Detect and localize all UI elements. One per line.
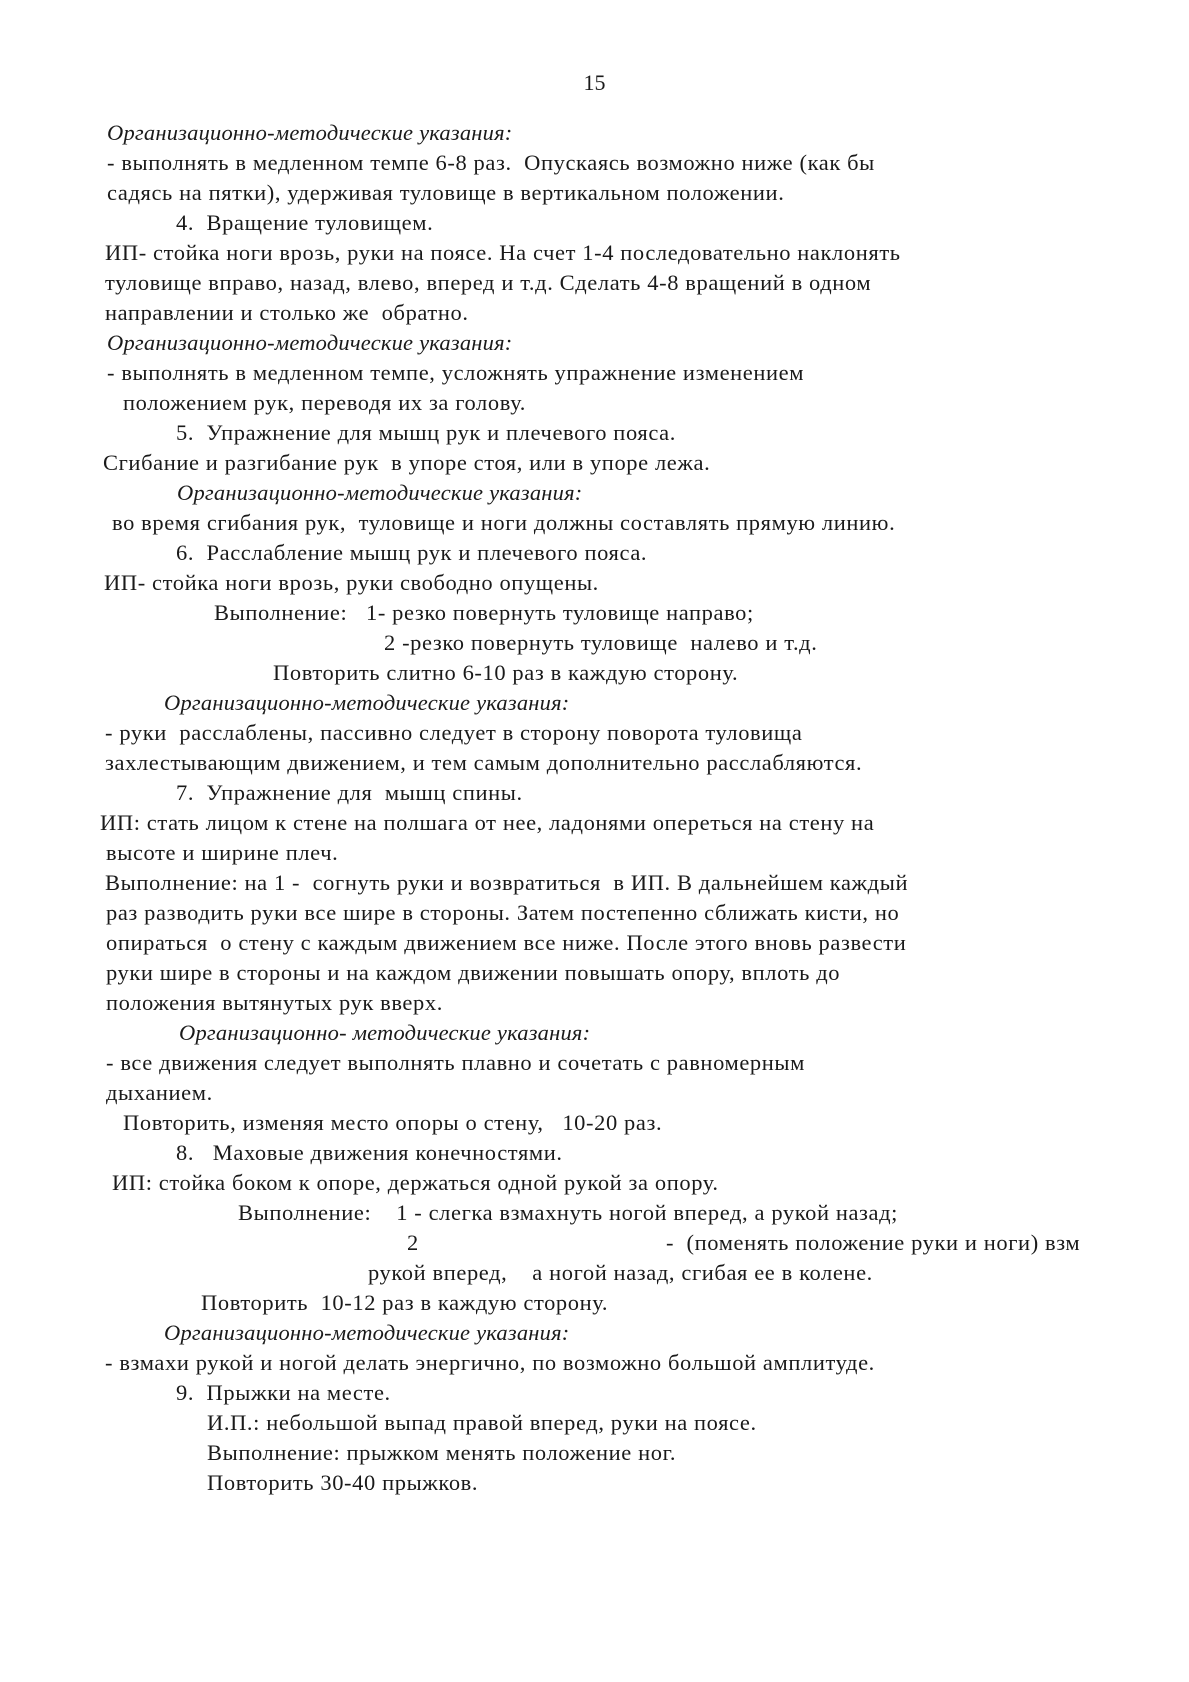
- text-line: направлении и столько же обратно.: [105, 300, 469, 325]
- text-line: - руки расслаблены, пассивно следует в сторону поворота туловища: [105, 720, 803, 745]
- text-line: ИП- стойка ноги врозь, руки свободно опущены.: [104, 570, 599, 595]
- text-line: ИП: стать лицом к стене на полшага от нее, ладонями опереться на стену на: [100, 810, 875, 835]
- text-line: садясь на пятки), удерживая туловище в вертикальном положении.: [107, 180, 785, 205]
- text-line: раз разводить руки все шире в стороны. Затем постепенно сближать кисти, но: [106, 900, 900, 925]
- section-heading: Организационно-методические указания:: [107, 330, 513, 355]
- text-line: положением рук, переводя их за голову.: [123, 390, 527, 415]
- exercise-title: 5. Упражнение для мышц рук и плечевого пояса.: [176, 420, 676, 445]
- text-line: дыханием.: [106, 1080, 213, 1105]
- text-line: ИП- стойка ноги врозь, руки на поясе. На счет 1-4 последовательно наклонять: [105, 240, 901, 265]
- text-line: ИП: стойка боком к опоре, держаться одной рукой за опору.: [112, 1170, 719, 1195]
- text-line: положения вытянутых рук вверх.: [106, 990, 443, 1015]
- text-line: во время сгибания рук, туловище и ноги должны составлять прямую линию.: [112, 510, 896, 535]
- text-line-clipped: - (поменять положение руки и ноги) взм: [666, 1230, 1081, 1255]
- section-heading: Организационно-методические указания:: [164, 690, 570, 715]
- text-line: Выполнение: 1- резко повернуть туловище направо;: [214, 600, 754, 625]
- text-line: Выполнение: на 1 - согнуть руки и возвратиться в ИП. В дальнейшем каждый: [105, 870, 909, 895]
- text-line: Выполнение: 1 - слегка взмахнуть ногой вперед, а рукой назад;: [238, 1200, 899, 1225]
- text-line: - выполнять в медленном темпе, усложнять упражнение изменением: [107, 360, 805, 385]
- text-line: высоте и ширине плеч.: [106, 840, 339, 865]
- text-line: Повторить слитно 6-10 раз в каждую сторону.: [273, 660, 739, 685]
- section-heading: Организационно- методические указания:: [179, 1020, 591, 1045]
- exercise-title: 6. Расслабление мышц рук и плечевого пояса.: [176, 540, 648, 565]
- text-line: - все движения следует выполнять плавно и сочетать с равномерным: [106, 1050, 805, 1075]
- section-heading: Организационно-методические указания:: [177, 480, 583, 505]
- page-number: 15: [583, 70, 606, 95]
- text-line: 2 -резко повернуть туловище налево и т.д.: [384, 630, 818, 655]
- exercise-title: 4. Вращение туловищем.: [176, 210, 434, 235]
- section-heading: Организационно-методические указания:: [107, 120, 513, 145]
- text-line: - взмахи рукой и ногой делать энергично, по возможно большой амплитуде.: [105, 1350, 875, 1375]
- text-line: захлестывающим движением, и тем самым дополнительно расслабляются.: [105, 750, 863, 775]
- section-heading: Организационно-методические указания:: [164, 1320, 570, 1345]
- exercise-title: 8. Маховые движения конечностями.: [176, 1140, 563, 1165]
- exercise-title: 7. Упражнение для мышц спины.: [176, 780, 523, 805]
- text-line: Повторить 10-12 раз в каждую сторону.: [201, 1290, 609, 1315]
- text-line: И.П.: небольшой выпад правой вперед, руки на поясе.: [207, 1410, 757, 1435]
- text-line: опираться о стену с каждым движением все ниже. После этого вновь развести: [106, 930, 907, 955]
- exercise-title: 9. Прыжки на месте.: [176, 1380, 391, 1405]
- text-line: Выполнение: прыжком менять положение ног.: [207, 1440, 677, 1465]
- text-line: - выполнять в медленном темпе 6-8 раз. Опускаясь возможно ниже (как бы: [107, 150, 875, 175]
- text-line: Повторить, изменяя место опоры о стену, 10-20 раз.: [123, 1110, 663, 1135]
- text-line: Повторить 30-40 прыжков.: [207, 1470, 479, 1495]
- text-line: рукой вперед, а ногой назад, сгибая ее в колене.: [368, 1260, 873, 1285]
- text-line: Сгибание и разгибание рук в упоре стоя, или в упоре лежа.: [103, 450, 711, 475]
- text-line: туловище вправо, назад, влево, вперед и т.д. Сделать 4-8 вращений в одном: [105, 270, 872, 295]
- text-line: руки шире в стороны и на каждом движении повышать опору, вплоть до: [106, 960, 841, 985]
- text-line: 2: [407, 1230, 419, 1255]
